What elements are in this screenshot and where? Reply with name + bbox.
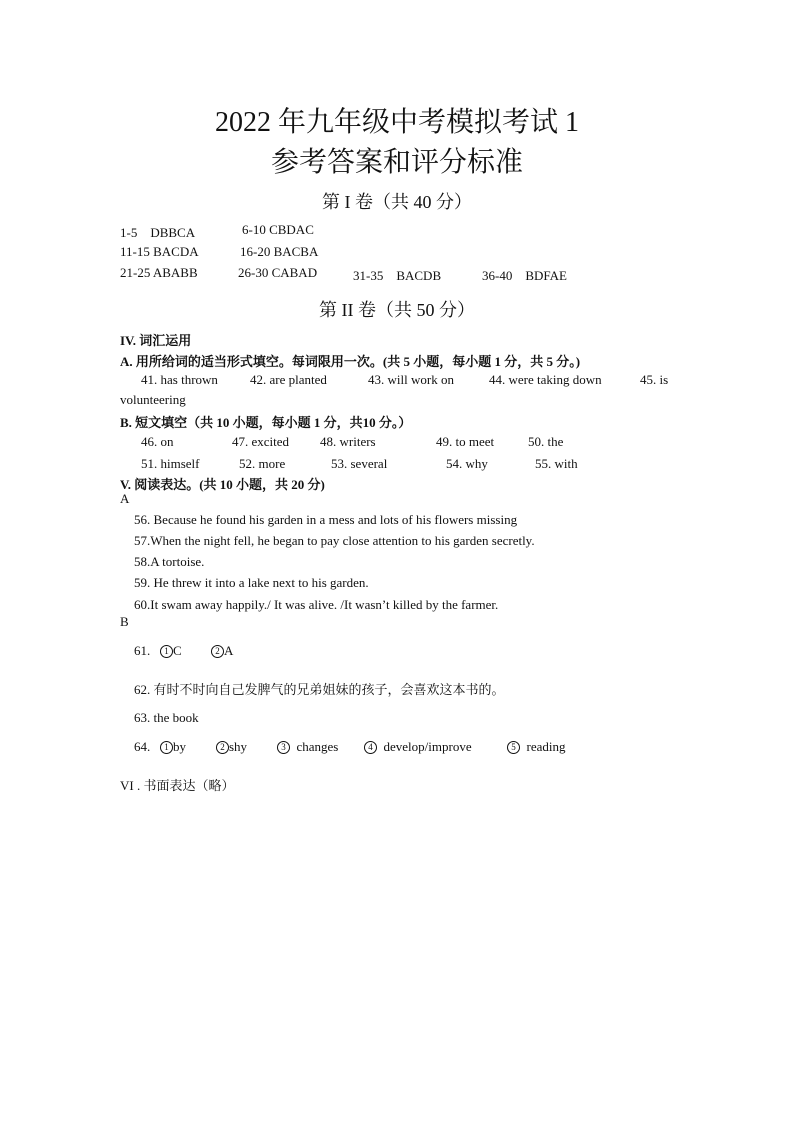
- vocab-answer-wrap: volunteering: [120, 392, 186, 407]
- mcq-answer: 21-25 ABABB: [120, 265, 198, 280]
- cloze-answer: 55. with: [535, 456, 578, 471]
- part2-heading: 第 II 卷（共 50 分）: [319, 300, 475, 320]
- circled-number-icon: 1: [160, 741, 173, 754]
- circled-number-icon: 1: [160, 645, 173, 658]
- mcq-answer: 16-20 BACBA: [240, 244, 319, 259]
- mcq-answer: 36-40 BDFAE: [482, 268, 567, 283]
- cloze-answer: 52. more: [239, 456, 286, 471]
- q61-item: 1 C: [160, 643, 182, 659]
- mcq-answer: 31-35 BACDB: [353, 268, 442, 283]
- circled-number-icon: 4: [364, 741, 377, 754]
- circled-number-icon: 3: [277, 741, 290, 754]
- vocab-answer: 42. are planted: [250, 372, 327, 387]
- reading-answer: 58.A tortoise.: [134, 554, 205, 569]
- q62-answer: 62. 有时不时向自己发脾气的兄弟姐妹的孩子，会喜欢这本书的。: [134, 682, 505, 697]
- q64-item: 3 changes: [277, 739, 338, 755]
- mcq-answer: 26-30 CABAD: [238, 265, 318, 280]
- reading-answer: 57.When the night fell, he began to pay close attention to his garden secretly.: [134, 533, 535, 548]
- vocab-answer: 45. is: [640, 372, 669, 387]
- q64-item: 4 develop/improve: [364, 739, 472, 755]
- section-iv-a-heading: A. 用所给词的适当形式填空。每词限用一次。(共 5 小题，每小题 1 分，共 5 分。): [120, 354, 581, 369]
- mcq-answer: 1-5 DBBCA: [120, 225, 196, 240]
- exam-title: 2022 年九年级中考模拟考试 1: [214, 107, 579, 138]
- section-vi-heading: VI . 书面表达（略）: [120, 778, 235, 793]
- q64-item: 5 reading: [507, 739, 565, 755]
- reading-answer: 59. He threw it into a lake next to his garden.: [134, 575, 369, 590]
- mcq-answer: 6-10 CBDAC: [242, 222, 314, 237]
- cloze-answer: 49. to meet: [436, 434, 495, 449]
- vocab-answer: 41. has thrown: [141, 372, 218, 387]
- passage-a-label: A: [120, 491, 130, 506]
- q64-item: 2 shy: [216, 739, 247, 755]
- cloze-answer: 48. writers: [320, 434, 376, 449]
- circled-number-icon: 2: [216, 741, 229, 754]
- cloze-answer: 46. on: [141, 434, 174, 449]
- q61-item: 2 A: [211, 643, 233, 659]
- passage-b-label: B: [120, 614, 129, 629]
- circled-number-icon: 5: [507, 741, 520, 754]
- circled-number-icon: 2: [211, 645, 224, 658]
- vocab-answer: 44. were taking down: [489, 372, 602, 387]
- q61-number: 61.: [134, 643, 151, 658]
- part1-heading: 第 I 卷（共 40 分）: [322, 192, 472, 212]
- cloze-answer: 53. several: [331, 456, 388, 471]
- q64-number: 64.: [134, 739, 151, 754]
- reading-answer: 56. Because he found his garden in a mess and lots of his flowers missing: [134, 512, 518, 527]
- section-iv-heading: IV. 词汇运用: [120, 333, 192, 348]
- reading-answer: 60.It swam away happily./ It was alive. /It wasn’t killed by the farmer.: [134, 597, 499, 612]
- q63-answer: 63. the book: [134, 710, 199, 725]
- section-v-heading: V. 阅读表达。(共 10 小题，共 20 分): [120, 477, 325, 492]
- q64-item: 1 by: [160, 739, 186, 755]
- cloze-answer: 47. excited: [232, 434, 290, 449]
- mcq-answer: 11-15 BACDA: [120, 244, 199, 259]
- cloze-answer: 50. the: [528, 434, 564, 449]
- cloze-answer: 54. why: [446, 456, 488, 471]
- section-iv-b-heading: B. 短文填空（共 10 小题，每小题 1 分，共10 分。）: [120, 415, 412, 430]
- vocab-answer: 43. will work on: [368, 372, 454, 387]
- cloze-answer: 51. himself: [141, 456, 200, 471]
- answer-key-title: 参考答案和评分标准: [270, 147, 523, 178]
